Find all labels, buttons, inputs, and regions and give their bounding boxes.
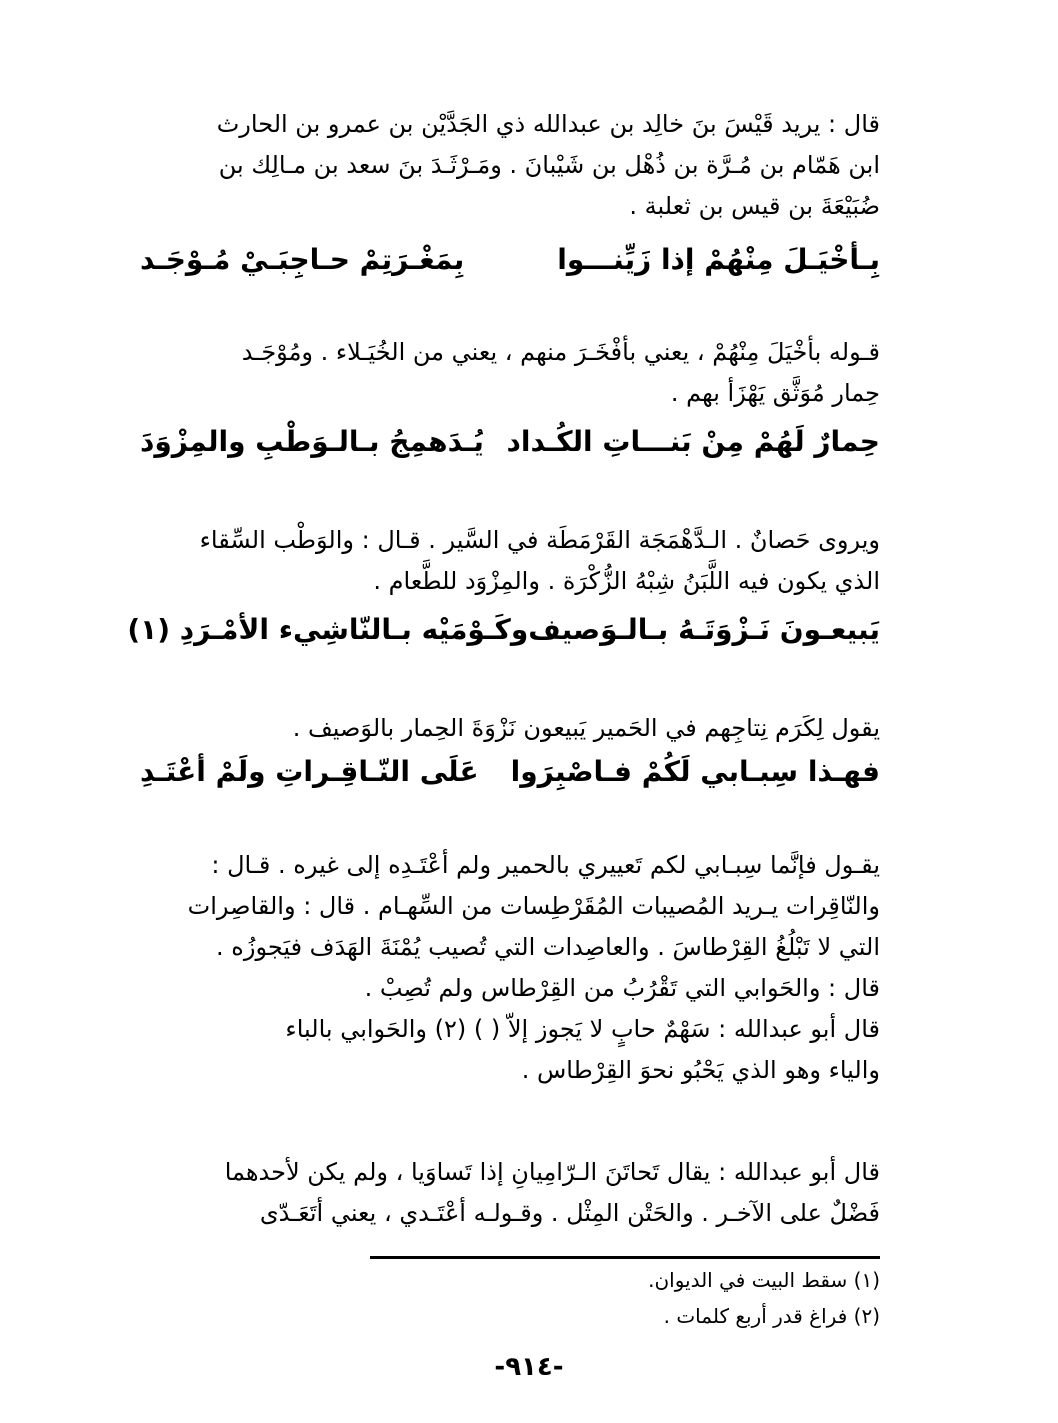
prose-line: قال : والحَوابي التي تَقْرُبُ من القِرْطاس ولم تُصِبْ . (364, 974, 880, 1002)
footnote-1: (١) سقط البيت في الديوان. (648, 1268, 880, 1292)
prose-line: الذي يكون فيه اللَّبَنُ شِبْهُ الزُّكْرَة . والمِزْوَد للطَّعام . (373, 567, 880, 595)
verse-hemistich-first: بِـأخْيَـلَ مِنْهُمْ إذا زَيِّنـــوا (557, 242, 880, 276)
paragraph-2 (140, 332, 880, 414)
paragraph-1 (140, 104, 880, 227)
prose-line: التي لا تَبْلُغُ القِرْطاسَ . والعاصِدات التي تُصيب يُمْنَةَ الهَدَف فيَجوزُه . (216, 933, 880, 961)
paragraph-4 (140, 708, 880, 749)
prose-line: قال أبو عبدالله : سَهْمٌ حابٍ لا يَجوز إلاّ ( ) (٢) والحَوابي بالباء (285, 1015, 880, 1043)
prose-line: قال أبو عبدالله : يقال تَحاتَنَ الـرّامِيانِ إذا تَساوَيا ، ولم يكن لأحدهما (224, 1158, 880, 1186)
prose-line: قـوله بأخْيَلَ مِنْهُمْ ، يعني بأفْخَـرَ منهم ، يعني من الخُيَـلاء . ومُوْجَـد (241, 338, 880, 366)
verse-2 (140, 416, 880, 466)
verse-hemistich-first: يَبيعـونَ نَـزْوَتَـهُ بـالـوَصيف (528, 612, 880, 646)
verse-1 (140, 234, 880, 284)
verse-hemistich-second: عَلَى النّـاقِـراتِ ولَمْ أعْتَـدِ (140, 754, 479, 788)
prose-line: قال : يريد قَيْسَ بنَ خالِد بن عبدالله ذي الجَدَّيْن بن عمرو بن الحارث (216, 110, 880, 138)
prose-line: فَضْلٌ على الآخـر . والحَتْن المِثْل . وقـولـه أعْتَـدي ، يعني أتَعَـدّى (259, 1199, 880, 1227)
verse-hemistich-second: بِمَغْـرَتِمْ حـاجِبَـيْ مُـوْجَـد (140, 242, 465, 276)
verse-3 (127, 604, 880, 654)
paragraph-5 (140, 845, 880, 1091)
verse-hemistich-first: فهـذا سِبـابي لَكُمْ فـاصْبِرَوا (510, 754, 880, 788)
prose-line: حِمار مُوَثَّق يَهْزَأ بهم . (670, 379, 880, 407)
verse-hemistich-second: وكَـوْمَيْه بـالنّاشِيء الأمْـرَدِ (١) (127, 612, 529, 646)
verse-hemistich-first: حِمارٌ لَهُمْ مِنْ بَنـــاتِ الكُـداد (506, 424, 880, 458)
verse-hemistich-second: يُـدَهمِجُ بـالـوَطْبِ والمِزْوَدَ (140, 424, 484, 458)
prose-line: والياء وهو الذي يَحْبُو نحوَ القِرْطاس . (521, 1056, 880, 1084)
prose-line: يقول لِكَرَم نِتاجِهم في الحَمير يَبيعون نَزْوَةَ الحِمار بالوَصيف . (292, 714, 880, 742)
prose-line: ويروى حَصانٌ . الـدَّهْمَجَة القَرْمَطَة في السَّير . قـال : والوَطْب السِّقاء (199, 526, 880, 554)
prose-line: ضُبَيْعَةَ بن قيس بن ثعلبة . (629, 192, 880, 220)
footnote-2: (٢) فراغ قدر أربع كلمات . (663, 1304, 880, 1328)
paragraph-6 (140, 1152, 880, 1234)
prose-line: يقـول فإنَّما سِبـابي لكم تَعييري بالحمير ولم أعْتَـدِه إلى غيره . قـال : (211, 851, 880, 879)
verse-4 (140, 746, 880, 796)
footnote-separator (370, 1256, 880, 1259)
footnotes (370, 1262, 880, 1334)
prose-line: ابن هَمّام بن مُـرَّة بن ذُهْل بن شَيْبانَ . ومَـرْثَـدَ بنَ سعد بن مـالِك بن (218, 151, 880, 179)
paragraph-3 (140, 520, 880, 602)
prose-line: والنّاقِرات يـريد المُصيبات المُقَرْطِسات من السِّهـام . قال : والقاصِرات (187, 892, 880, 920)
page-number: -٩١٤- (494, 1352, 564, 1382)
